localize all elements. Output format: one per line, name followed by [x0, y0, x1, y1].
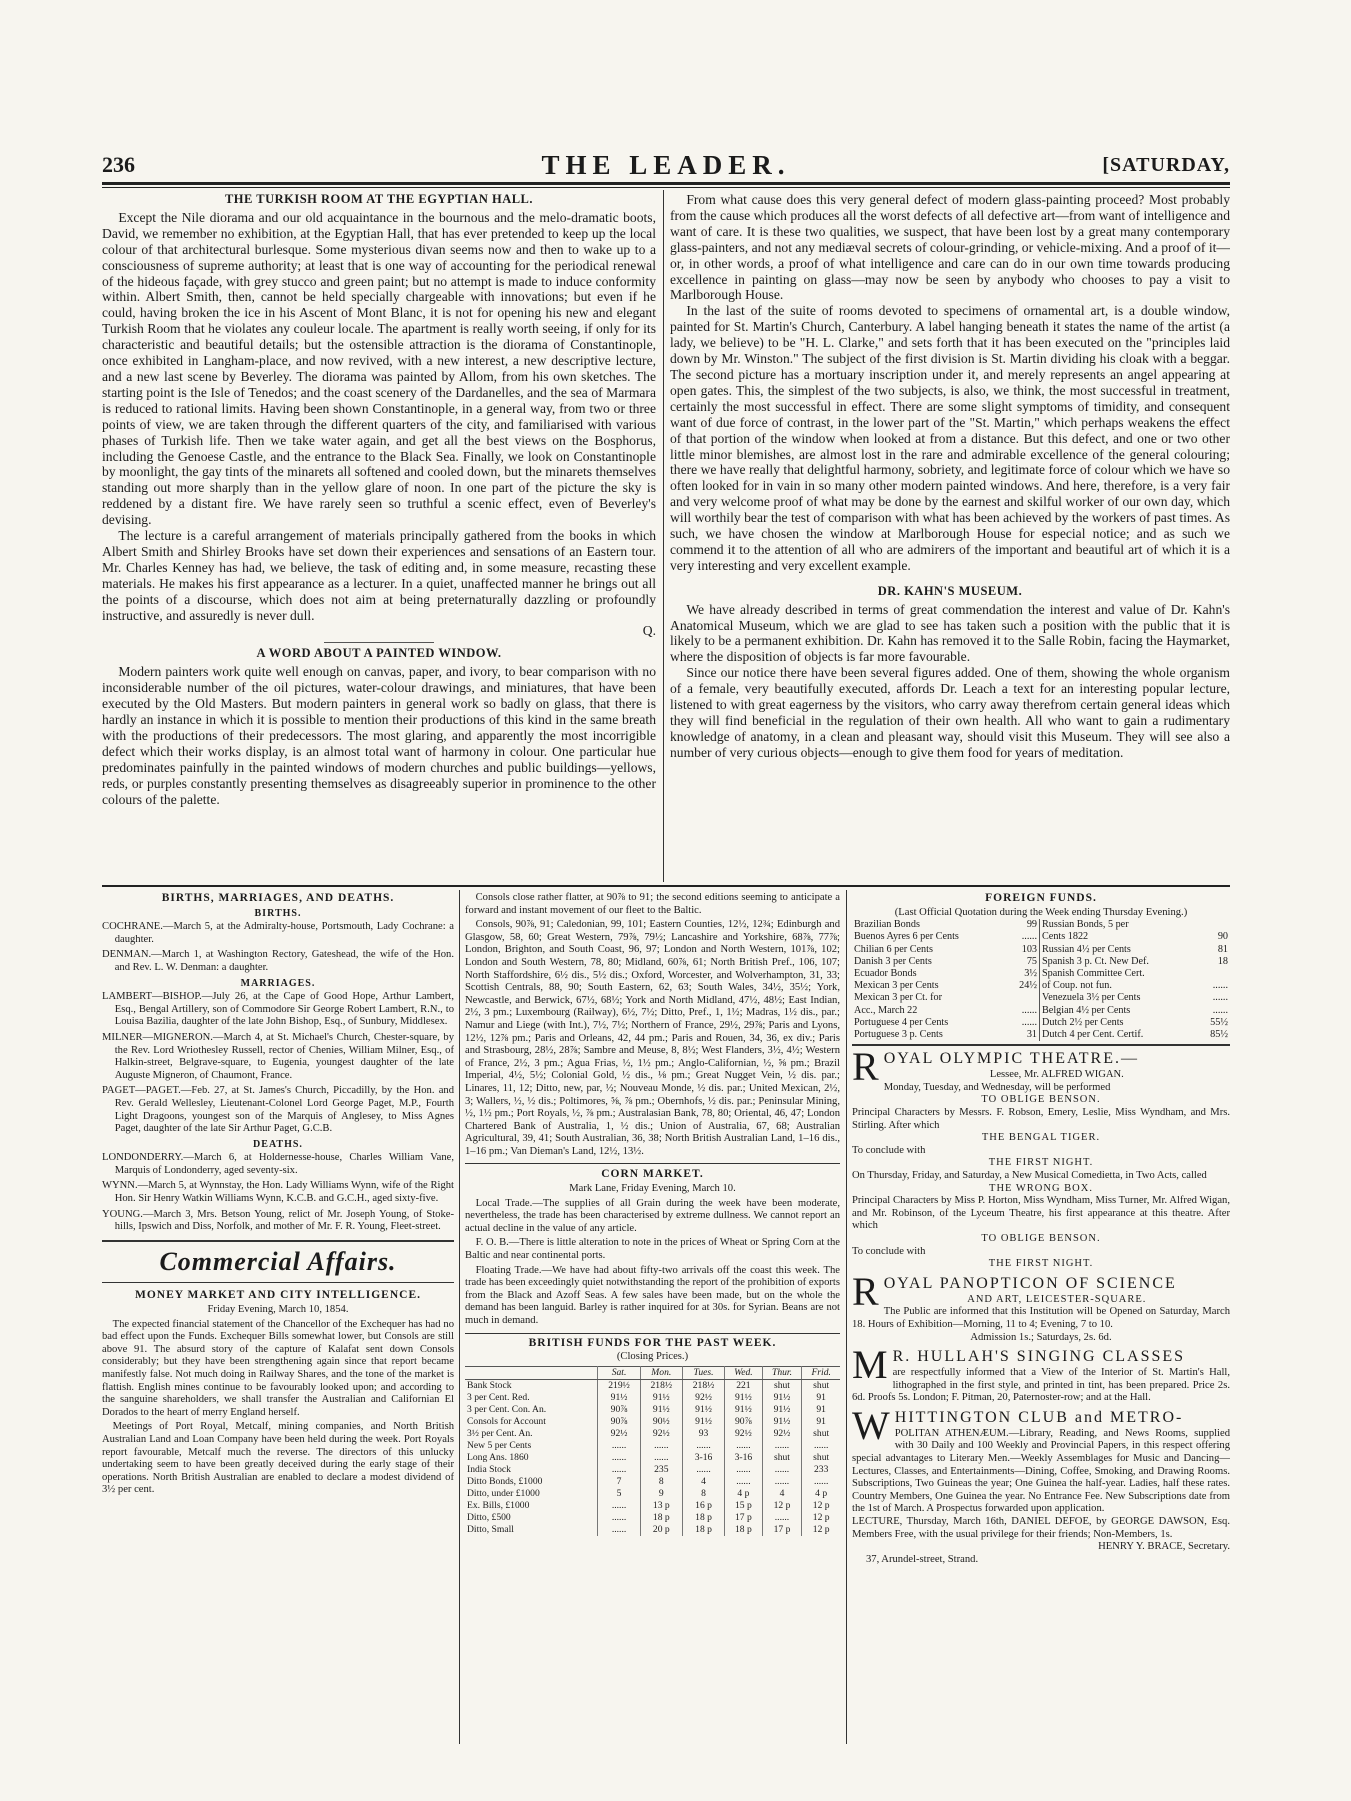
olympic-theatre-ad: ROYAL OLYMPIC THEATRE.— Lessee, Mr. ALFRED WIGAN. Monday, Tuesday, and Wednesday, will be performed TO OBLIGE BENSON. Principal Characters by Messrs. F. Robson, Emery, Leslie, Miss Wyndham, and Mrs. Stirling. After which THE BENGAL TIGER. To conclude with THE FIRST NIGHT. On Thursday, Friday, and Saturday, a New Musical Comedietta, in Two Acts, called THE WRONG BOX. Principal Characters by Miss P. Horton, Miss Wyndham, Miss Turner, Mr. Alfred Wigan, and Mr. Robinson, of the Lyceum Theatre, his first appearance at this theatre. After which TO OBLIGE BENSON. To conclude with THE FIRST NIGHT.	[852, 1044, 1230, 1270]
table-cell: Russian Bonds, 5 per	[1042, 919, 1129, 931]
table-cell: ......	[1212, 1004, 1228, 1016]
table-cell: 12 p	[812, 1511, 830, 1523]
foreign-funds-title: FOREIGN FUNDS.	[985, 892, 1097, 904]
table-cell: 99	[1008, 919, 1040, 931]
money-market-dateline: Friday Evening, March 10, 1854.	[207, 1304, 349, 1316]
marriage-notice: LAMBERT—BISHOP.—July 26, at the Cape of Good Hope, Arthur Lambert, Esq., Bengal Artillery, son of Commodore Sir George Robert Lambert, R.N., to Louisa Bazilia, daughter of the late John Bishop, Esq., of Sunbury, Middlesex.	[102, 991, 454, 1028]
table-cell: 103	[1008, 944, 1040, 956]
table-cell: ......	[1212, 980, 1228, 992]
table-cell: 5	[598, 1488, 640, 1500]
table-cell: Consols for Account	[465, 1416, 598, 1428]
table-cell: Long Ans. 1860	[465, 1452, 598, 1464]
table-cell: ......	[640, 1440, 682, 1452]
table-cell: 91½	[725, 1392, 762, 1404]
table-cell: ......	[762, 1476, 802, 1488]
table-cell: of Coup. not fun.	[1042, 980, 1112, 992]
section-divider	[102, 1282, 454, 1283]
table-cell: shut	[813, 1379, 830, 1391]
column-divider	[459, 890, 460, 1744]
table-cell: Dutch 4 per Cent. Certif.	[1042, 1029, 1144, 1041]
lower-column-2	[465, 892, 840, 1744]
table-cell: ......	[1008, 931, 1040, 943]
table-cell: Russian 4½ per Cents	[1042, 943, 1131, 955]
table-cell: Danish 3 per Cents	[854, 955, 932, 967]
table-cell: 8	[682, 1488, 724, 1500]
table-cell: 18	[1217, 955, 1228, 967]
panopticon-ad: ROYAL PANOPTICON OF SCIENCE AND ART, LEICESTER-SQUARE. The Public are informed that this Institution will be Opened on Saturday, March 18. Hours of Exhibition—Morning, 11 to 4; Evening, 7 to 10. Admission 1s.; Saturdays, 2s. 6d.	[852, 1268, 1230, 1343]
commercial-affairs-heading: Commercial Affairs.	[159, 1246, 397, 1276]
painted-window-title: A WORD ABOUT A PAINTED WINDOW.	[256, 646, 502, 661]
table-cell: 18 p	[682, 1524, 724, 1536]
table-cell: 90	[1217, 931, 1228, 943]
table-cell: shut	[762, 1379, 802, 1392]
death-notice: YOUNG.—March 3, Mrs. Betson Young, relict of Mr. Joseph Young, of Stoke-hills, Ipswich and Diss, Norfolk, and mother of Mr. F. R. Young, Fleet-street.	[102, 1208, 454, 1233]
painted-window-para-3: In the last of the suite of rooms devoted to specimens of ornamental art, is a double window, painted for St. Martin's Church, Canterbury. A label hanging beneath it states the name of the artist (a lady, we believe) to be "H. L. Clarke," and sets forth that it has been executed on the "principles laid down by Mr. Winston." The subject of the first division is St. Martin dividing his cloak with a beggar. The second picture has a mortuary inscription under it, and merely represents an angel appearing at open gates. This, the simplest of the two subjects, is also, we think, the most successful in treatment, certainly the most successful in effect. There are some slight symptoms of timidity, and consequent want of due force of contrast, in the lower part of the "St. Martin," which perhaps weakens the effect of that portion of the window when looked at from a distance. But this defect, and one or two other little minor blemishes, are almost lost in the rare and admirable excellence of the general colouring; there we have really that delightful harmony, sobriety, and legitimate force of colour which we have so often looked for in vain in so many other modern painted windows. And here, therefore, is a very fair and very welcome proof of what may be done by the earnest and skilful worker of our own day, which will worthily bear the test of comparison with what has been achieved by the workers of past times. As such, we have chosen the window at Marlborough House for especial notice; and as such we commend it to the attention of all who are admirers of the important and beautiful art of which it is a very interesting and very excellent example.	[670, 303, 1230, 573]
table-row	[465, 1512, 840, 1524]
table-cell: Portuguese 3 p. Cents	[854, 1029, 943, 1041]
table-cell: ......	[682, 1464, 724, 1476]
table-cell: 90⅞	[598, 1416, 640, 1428]
table-cell: Venezuela 3½ per Cents	[1042, 992, 1141, 1004]
table-cell: 4	[762, 1488, 802, 1500]
table-cell: Spanish Committee Cert.	[1042, 968, 1145, 979]
foreign-funds-table	[852, 919, 1230, 1041]
table-cell: 91½	[762, 1416, 802, 1428]
table-cell: ......	[640, 1452, 682, 1464]
column-header: Thur.	[762, 1366, 802, 1379]
british-funds-title: BRITISH FUNDS FOR THE PAST WEEK.	[528, 1336, 777, 1349]
table-cell: ......	[725, 1440, 762, 1452]
table-row	[465, 1428, 840, 1440]
table-cell: 91	[816, 1403, 826, 1415]
ad-line: Principal Characters by Messrs. F. Robson, Emery, Leslie, Miss Wyndham, and Mrs. Stirling. After which	[852, 1107, 1230, 1131]
british-funds-table	[465, 1366, 840, 1536]
table-cell: 218½	[640, 1379, 682, 1392]
section-divider	[465, 1163, 840, 1164]
ad-body: POLITAN ATHENÆUM.—Library, Reading, and News Rooms, supplied with 30 Daily and 100 Weekly and Provincial Papers, in this respect offering special advantages to Literary Men.—Weekly Assemblages for Music and Dancing—Lectures, Classes, and Entertainments—Dining, Coffee, Smoking, and Drawing Rooms. Subscriptions, Two Guineas the year; One Guinea the half-year. Ladies, half these rates. Country Members, One Guinea the year. No Entrance Fee. New Subscriptions date from the 1st of March. A Prospectus forwarded upon application.	[852, 1427, 1230, 1515]
turkish-room-title: THE TURKISH ROOM AT THE EGYPTIAN HALL.	[224, 192, 534, 206]
table-cell: 235	[640, 1464, 682, 1476]
table-row	[852, 919, 1230, 931]
table-cell: 91	[816, 1391, 826, 1403]
painted-window-para-1: Modern painters work quite well enough on canvas, paper, and ivory, to bear comparison with no inconsiderable number of the oil pictures, water-colour drawings, and miniatures, that have been executed by the Old Masters. But modern painters in general work so badly on glass, that there is hardly an instance in which it is possible to mention their productions of this kind in the same breath with the productions of their predecessors. The most glaring, and apparently the most incorrigible defect which their works display, is an almost total want of harmony in colour. One particular hue predominates painfully in the painted windows of modern churches and public buildings—yellows, reds, or purples constantly presenting themselves as disagreeably superior in prominence to the other colours of the palette.	[102, 664, 656, 807]
issue-day: [SATURDAY,	[1102, 154, 1230, 176]
table-cell: 90⅞	[598, 1404, 640, 1416]
ad-line: LECTURE, Thursday, March 16th, DANIEL DEFOE, by GEORGE DAWSON, Esq. Members Free, with the usual privilege for their friends; Non-Members, 1s.	[852, 1516, 1230, 1540]
table-cell: 90½	[640, 1416, 682, 1428]
table-cell: 31	[1008, 1029, 1040, 1041]
ad-line: Monday, Tuesday, and Wednesday, will be performed	[883, 1081, 1111, 1093]
table-cell: 20 p	[640, 1524, 682, 1536]
birth-notice: COCHRANE.—March 5, at the Admiralty-house, Portsmouth, Lady Cochrane: a daughter.	[102, 921, 454, 945]
corn-market-title: CORN MARKET.	[601, 1168, 704, 1181]
ad-address: 37, Arundel-street, Strand.	[866, 1553, 979, 1565]
table-row	[852, 1005, 1230, 1017]
table-cell: 3½	[1008, 968, 1040, 980]
table-cell: Ex. Bills, £1000	[465, 1500, 598, 1512]
table-cell: ......	[598, 1512, 640, 1524]
column-header: Sat.	[598, 1366, 640, 1379]
ad-line: Principal Characters by Miss P. Horton, Miss Wyndham, Miss Turner, Mr. Alfred Wigan, and Mr. Robinson, of the Lyceum Theatre, his first appearance at this theatre. After which	[852, 1195, 1230, 1232]
marriage-notice: MILNER—MIGNERON.—March 4, at St. Michael's Church, Chester-square, by the Rev. Lord Wriothesley Russell, rector of Chenies, William Milner, Esq., of Halkin-street, Belgrave-square, to Eugenia, youngest daughter of the late Auguste Migneron, of Chaumont, France.	[102, 1031, 454, 1081]
table-cell: ......	[598, 1500, 640, 1512]
table-cell: ......	[1008, 1005, 1040, 1017]
table-header-row	[465, 1366, 840, 1379]
table-cell: India Stock	[465, 1464, 598, 1476]
table-cell: ......	[762, 1440, 802, 1452]
table-cell: 233	[813, 1463, 829, 1475]
play-title: THE WRONG BOX.	[989, 1182, 1093, 1194]
section-divider	[102, 1240, 454, 1242]
table-cell: 91½	[762, 1404, 802, 1416]
table-cell: Mexican 3 per Cents	[854, 980, 939, 992]
play-title: TO OBLIGE BENSON.	[981, 1232, 1101, 1244]
table-cell: 91½	[598, 1392, 640, 1404]
table-cell: 92½	[725, 1428, 762, 1440]
table-row	[465, 1416, 840, 1428]
table-cell: Ecuador Bonds	[854, 968, 917, 979]
column-header: Mon.	[640, 1366, 682, 1379]
turkish-room-para-2: The lecture is a careful arrangement of materials principally gathered from the books in which Albert Smith and Shirley Brooks have set down their experiences and sensations of an Eastern tour. Mr. Charles Kenney has had, we believe, the task of editing and, in some measure, recasting these materials. He makes his first appearance as a lecturer. In a quiet, unaffected manner he brings out all the points of a discourse, which does not aim at being preternaturally dazzling or profoundly instructive, and assuredly is never dull.	[102, 528, 656, 623]
header-rule	[102, 182, 1230, 185]
column-header: Tues.	[682, 1366, 724, 1379]
table-cell: Cents 1822	[1042, 931, 1089, 943]
section-rule	[102, 885, 1230, 887]
turkish-room-para-1: Except the Nile diorama and our old acquaintance in the bournous and the melo-dramatic boots, David, we remember no exhibition, at the Egyptian Hall, that has ever pretended to keep up the local colour of that architectural burlesque. Some mysterious divan seems now and then to wake up to a consciousness of supreme authority; at least that is one way of accounting for the periodical renewal of the hideous façade, with grey stucco and green paint; but no attempt is made to induce conformity within. Albert Smith, then, cannot be held specially chargeable with innovations; but even if he could, having broken the ice in his Ascent of Mont Blanc, it is not for opening his new and elegant Turkish Room that he violates any couleur locale. The apartment is really worth seeing, if only for its characteristic and beautiful details; but the ostensible attraction is the diorama of Constantinople, once exhibited in Langham-place, and now revived, with a new interest, a new descriptive lecture, and a new last scene by Beverley. The diorama was painted by Allom, from his own sketches. The starting point is the Isle of Tenedos; and the coast scenery of the Dardanelles, and the sea of Marmara is reduced to rational limits. Having been shown Constantinople, in a general way, from two or three points of view, we are taken through the different quarters of the city, and familiarised with various phases of Turkish life. Then we take water again, and get all the best views on the Bosphorus, including the Genoese Castle, and the entrance to the Black Sea. Finally, we look on Constantinople by moonlight, the gay tints of the minarets all softened and cooled down, but the minarets themselves standing out more sharply than in the yellow glare of noon. In one part of the picture the sky is reddened by a distant fire. We have rarely seen so truthful a scenic effect, even of Beverley's devising.	[102, 209, 656, 528]
upper-right-column	[670, 192, 1230, 882]
ad-line: Admission 1s.; Saturdays, 2s. 6d.	[970, 1331, 1112, 1343]
share-prices: Consols, 90⅞, 91; Caledonian, 99, 101; Eastern Counties, 12½, 12¾; Edinburgh and Glasgow, 58, 60; Great Western, 79⅞, 79½; Lancashire and Yorkshire, 68⅞, 77⅞; London, Brighton, and South Coast, 96, 97; London and North Western, 101⅞, 102; London and South Western, 78, 80; Midland, 60⅞, 61; North British Pref., 106, 107; North Staffordshire, 6½ dis., 5½ dis.; Oxford, Worcester, and Wolverhampton, 31, 33; Scottish Centrals, 88, 90; South Eastern, 62, 63; South Wales, 34½, 35½; York, Newcastle, and Berwick, 67½, 68½; York and North Midland, 47½, 48½; East Indian, 2½, 3 pm.; Luxembourg (Railway), 6½, 7½; Ditto, Pref., 1, 1½; Madras, 1½ dis., par.; Namur and Liege (with Int.), 7½, 7½; Northern of France, 29½, 29⅞; Paris and Lyons, 12½, 12⅞ pm.; Paris and Orleans, 42, 44 pm.; Paris and Rouen, 34, 36, ex div.; Paris and Strasbourg, 28½, 28⅞; Sambre and Meuse, 8, 8½; West Flanders, 3½, 4½; Western of France, 2½, 3 pm.; Agua Frias, ½, 1½ pm.; Anglo-Californian, ½, ⅝ pm.; Brazil Imperial, 4½, 5½; Colonial Gold, ½ dis., ⅛ pm.; Great Nugget Vein, ½ dis. par.; Linares, 11, 12; Ditto, new, par, ½; Nouveau Monde, ½ dis. par.; United Mexican, 2½, 3; Wallers, ½, ½ dis.; Poltimores, ⅝, ⅞ pm.; Obernhofs, ½ dis. par.; Peninsular Mining, ½, 1½ pm.; Port Royals, ½, ⅞ pm.; Australasian Bank, 78, 80; Oriental, 46, 47; London Chartered Bank of Australia, 1, ½ dis.; Union of Australia, 67, 68; Australian Agricultural, 39, 41; South Australian, 36, 38; North British Australian Land, 1–16 dis., 1–16 pm.; Van Dieman's Land, 12½, 13½.	[465, 919, 840, 1157]
bmd-title: BIRTHS, MARRIAGES, AND DEATHS.	[161, 892, 395, 904]
section-divider	[852, 1044, 1230, 1046]
table-cell: Ditto, £500	[465, 1512, 598, 1524]
table-cell: 81	[1217, 943, 1228, 955]
page-number: 236	[102, 152, 135, 177]
table-cell: 4 p	[725, 1488, 762, 1500]
table-cell: 3-16	[725, 1452, 762, 1464]
kahn-museum-title: DR. KAHN'S MUSEUM.	[877, 583, 1023, 598]
lower-column-3	[852, 892, 1230, 1744]
table-row	[465, 1379, 840, 1392]
table-cell: 12 p	[812, 1499, 830, 1511]
ad-body: are respectfully informed that a View of the Interior of St. Martin's Hall, lithographed in the first style, and printed in tint, has been prepared. Price 2s. 6d. Proofs 5s. London; F. Pitman, 20, Paternoster-row; and at the Hall.	[852, 1367, 1230, 1404]
ad-subtitle: AND ART, LEICESTER-SQUARE.	[967, 1293, 1147, 1305]
table-cell: Belgian 4½ per Cents	[1042, 1004, 1131, 1016]
table-cell: 3½ per Cent. An.	[465, 1428, 598, 1440]
lower-column-1	[102, 892, 454, 1744]
kahn-museum-para-1: We have already described in terms of great commendation the interest and value of Dr. Kahn's Anatomical Museum, which we are glad to see has taken such a position with the public that it is likely to be a permanent exhibition. Dr. Kahn has removed it to the Salle Robin, facing the Haymarket, where the disposition of objects is far more favourable.	[670, 601, 1230, 665]
table-cell: Ditto, under £1000	[465, 1488, 598, 1500]
table-cell: ......	[598, 1440, 640, 1452]
whittington-title: HITTINGTON CLUB and METRO-	[894, 1408, 1184, 1426]
table-cell: Brazilian Bonds	[854, 919, 920, 931]
hullah-ad: M R. HULLAH'S SINGING CLASSES are respectfully informed that a View of the Interior of St. Martin's Hall, lithographed in the first style, and printed in tint, has been prepared. Price 2s. 6d. Proofs 5s. London; F. Pitman, 20, Paternoster-row; and at the Hall.	[852, 1342, 1230, 1404]
table-cell: ......	[762, 1512, 802, 1524]
foreign-funds-subtitle: (Last Official Quotation during the Week ending Thursday Evening.)	[894, 906, 1188, 918]
table-cell: 221	[725, 1379, 762, 1392]
section-divider	[465, 1333, 840, 1334]
table-cell: 3-16	[682, 1452, 724, 1464]
table-cell: ......	[725, 1464, 762, 1476]
page-header	[102, 152, 1230, 180]
birth-notice: DENMAN.—March 1, at Washington Rectory, Gateshead, the wife of the Hon. and Rev. L. W. Denman: a daughter.	[102, 949, 454, 973]
money-market-para-1: The expected financial statement of the Chancellor of the Exchequer has had no bad effect upon the Funds. Exchequer Bills somewhat lower, but Consols are still above 91. The absurd story of the capture of Kalafat sent down Consols considerably; but they have been strengthening again since that report became manifestly false. Not much doing in Railway Shares, and the tone of the market is flattish. English mines continue to be favourably looked upon; and according to the sanguine shareholders, we shall transfer the Australian and Californian El Dorados to the heart of merry England herself.	[102, 1318, 454, 1418]
ad-body: The Public are informed that this Institution will be Opened on Saturday, March 18. Hours of Exhibition—Morning, 11 to 4; Evening, 7 to 10.	[852, 1306, 1230, 1330]
ad-line: On Thursday, Friday, and Saturday, a New Musical Comedietta, in Two Acts, called	[852, 1169, 1207, 1181]
table-cell: 13 p	[640, 1500, 682, 1512]
header-rule-thin	[102, 187, 1230, 188]
table-cell: ......	[598, 1452, 640, 1464]
kahn-museum-para-2: Since our notice there have been several figures added. One of them, showing the whole organism of a female, very beautifully executed, affords Dr. Leach a text for an interesting popular lecture, listened to with great eagerness by the visitors, who carry away therefrom certain general ideas which they will find beneficial in the regulation of their own health. All who want to gain a rudimentary knowledge of anatomy, in a clean and pleasant way, should visit this Museum. They will see also a number of very curious objects—enough to give them food for years of meditation.	[670, 665, 1230, 760]
table-row	[852, 931, 1230, 943]
table-cell: ......	[1212, 992, 1228, 1004]
table-cell: 92½	[598, 1428, 640, 1440]
table-cell: 85½	[1210, 1029, 1228, 1041]
table-row	[852, 1017, 1230, 1029]
table-cell: 75	[1008, 956, 1040, 968]
table-row	[465, 1452, 840, 1464]
death-notice: LONDONDERRY.—March 6, at Holdernesse-house, Charles William Vane, Marquis of Londonderry, aged seventy-six.	[102, 1152, 454, 1176]
table-cell: 91½	[725, 1404, 762, 1416]
turkish-room-signature: Q.	[642, 623, 656, 639]
table-cell: ......	[1008, 1017, 1040, 1029]
table-cell: 12 p	[812, 1523, 830, 1535]
table-row	[465, 1392, 840, 1404]
play-title: THE FIRST NIGHT.	[988, 1157, 1094, 1169]
corn-market-para-3: Floating Trade.—We have had about fifty-two arrivals off the coast this week. The trade has been exceedingly quiet notwithstanding the report of the prohibition of exports from the Black and Azoff Seas. A few sales have been made, but on the whole the demand has been languid. Barley is rather inquired for at 30s. for Syrian. Beans are not much in demand.	[465, 1264, 840, 1326]
table-cell: Spanish 3 p. Ct. New Def.	[1042, 955, 1149, 967]
ad-line: To conclude with	[852, 1144, 926, 1156]
marriages-heading: MARRIAGES.	[240, 977, 316, 989]
table-cell: 9	[640, 1488, 682, 1500]
table-cell: shut	[813, 1427, 830, 1439]
table-cell: ......	[762, 1464, 802, 1476]
table-cell: 91	[816, 1415, 826, 1427]
table-row	[465, 1404, 840, 1416]
table-cell: ......	[813, 1475, 829, 1487]
table-cell: 90⅞	[725, 1416, 762, 1428]
table-cell: Ditto, Small	[465, 1524, 598, 1536]
table-row	[465, 1500, 840, 1512]
table-cell: 15 p	[725, 1500, 762, 1512]
table-cell: 18 p	[640, 1512, 682, 1524]
table-cell: 17 p	[725, 1512, 762, 1524]
table-cell: 12 p	[762, 1500, 802, 1512]
table-cell: 3 per Cent. Con. An.	[465, 1404, 598, 1416]
table-cell: Buenos Ayres 6 per Cents	[854, 931, 959, 943]
play-title: THE BENGAL TIGER.	[981, 1132, 1101, 1144]
olympic-lessee: Lessee, Mr. ALFRED WIGAN.	[989, 1069, 1124, 1081]
table-cell: ......	[598, 1464, 640, 1476]
table-cell: 18 p	[682, 1512, 724, 1524]
table-cell: 219½	[598, 1379, 640, 1392]
table-cell: 17 p	[762, 1524, 802, 1536]
table-cell: 91½	[682, 1416, 724, 1428]
corn-market-para-1: Local Trade.—The supplies of all Grain during the week have been moderate, nevertheless, the trade has been characterised by extreme dullness. We cannot report an actual decline in the value of any article.	[465, 1197, 840, 1234]
table-cell: Mexican 3 per Ct. for	[854, 992, 942, 1004]
column-divider	[663, 190, 664, 882]
table-cell: 55½	[1210, 1016, 1228, 1028]
table-cell: Bank Stock	[465, 1379, 598, 1392]
table-cell: 218½	[682, 1379, 724, 1392]
births-heading: BIRTHS.	[254, 907, 302, 919]
corn-market-dateline: Mark Lane, Friday Evening, March 10.	[569, 1183, 736, 1195]
table-cell: shut	[813, 1451, 830, 1463]
table-cell: 8	[640, 1476, 682, 1488]
panopticon-title: OYAL PANOPTICON OF SCIENCE	[883, 1274, 1177, 1292]
table-cell: ......	[813, 1439, 829, 1451]
table-cell	[1199, 919, 1230, 931]
table-cell: ......	[682, 1440, 724, 1452]
table-cell: 92½	[640, 1428, 682, 1440]
table-cell: 91½	[640, 1404, 682, 1416]
table-cell: Dutch 2½ per Cents	[1042, 1016, 1124, 1028]
table-row	[852, 956, 1230, 968]
table-cell: 4	[682, 1476, 724, 1488]
table-row	[852, 980, 1230, 992]
table-row	[465, 1488, 840, 1500]
table-row	[852, 1029, 1230, 1041]
table-row	[852, 944, 1230, 956]
table-cell: 18 p	[725, 1524, 762, 1536]
table-row	[852, 968, 1230, 980]
table-row	[465, 1464, 840, 1476]
ad-line: To conclude with	[852, 1245, 926, 1257]
table-cell: 4 p	[815, 1487, 828, 1499]
painted-window-para-2: From what cause does this very general defect of modern glass-painting proceed? Most probably from the cause which produces all the worst defects of all defective art—from want of intelligence and want of care. It is these two qualities, we suspect, that have been lost by a great many contemporary glass-painters, and not any mediæval secrets of colour-grinding, or vehicle-mixing. And a proof of it—or, in other words, a proof of what intelligence and care can do in our own time towards producing excellence in painting on glass—may now be seen by anybody who chooses to pay a visit to Marlborough House.	[670, 192, 1230, 303]
table-cell: 92½	[682, 1392, 724, 1404]
british-funds-subtitle: (Closing Prices.)	[616, 1351, 689, 1363]
table-cell: 7	[598, 1476, 640, 1488]
table-cell: 93	[682, 1428, 724, 1440]
table-cell: 3 per Cent. Red.	[465, 1392, 598, 1404]
table-cell: Portuguese 4 per Cents	[854, 1016, 949, 1028]
table-row	[465, 1476, 840, 1488]
marriage-notice: PAGET—PAGET.—Feb. 27, at St. James's Church, Piccadilly, by the Hon. and Rev. Gerald Wellesley, Lieutenant-Colonel Lord George Paget, M.P., Fourth Light Dragoons, youngest son of the Marquis of Anglesey, to Miss Agnes Paget, daughter of the late Sir Arthur Paget, G.C.B.	[102, 1085, 454, 1135]
table-cell: New 5 per Cents	[465, 1440, 598, 1452]
hullah-title: R. HULLAH'S SINGING CLASSES	[892, 1348, 1186, 1366]
column-header: Frid.	[802, 1366, 840, 1379]
masthead: THE LEADER.	[541, 150, 791, 180]
table-cell: 91½	[762, 1392, 802, 1404]
corn-market-para-2: F. O. B.—There is little alteration to note in the prices of Wheat or Spring Corn at the Baltic and near continental ports.	[465, 1237, 840, 1262]
table-cell	[1008, 992, 1040, 1004]
column-header: Wed.	[725, 1366, 762, 1379]
table-cell	[1199, 968, 1230, 980]
play-title: THE FIRST NIGHT.	[988, 1258, 1094, 1270]
table-cell: 92½	[762, 1428, 802, 1440]
column-header	[465, 1366, 598, 1379]
table-row	[465, 1440, 840, 1452]
table-cell: Ditto Bonds, £1000	[465, 1476, 598, 1488]
table-cell: Acc., March 22	[854, 1004, 918, 1016]
money-market-para-2: Meetings of Port Royal, Metcalf, mining companies, and North British Australian Land and Loan Company have been held during the week. Port Royals report favourable, Metcalf much the reverse. The directors of this unlucky undertaking seem to have been greatly deceived during the early stage of their operations. North British Australian are enabled to declare a modest dividend of 3½ per cent.	[102, 1421, 454, 1496]
table-cell: 91½	[682, 1404, 724, 1416]
column-divider	[846, 890, 847, 1744]
table-cell: 24½	[1008, 980, 1040, 992]
table-cell: ......	[725, 1476, 762, 1488]
table-cell: 16 p	[682, 1500, 724, 1512]
money-market-title: MONEY MARKET AND CITY INTELLIGENCE.	[134, 1289, 421, 1302]
table-cell: shut	[762, 1452, 802, 1464]
upper-left-column	[102, 192, 656, 882]
whittington-ad: WHITTINGTON CLUB and METRO- POLITAN ATHENÆUM.—Library, Reading, and News Rooms, supplied with 30 Daily and 100 Weekly and Provincial Papers, in this respect offering special advantages to Literary Men.—Weekly Assemblages for Music and Dancing—Lectures, Classes, and Entertainments—Dining, Coffee, Smoking, and Drawing Rooms. Subscriptions, Two Guineas the year; One Guinea the half-year. Ladies, half these rates. Country Members, One Guinea the year. No Entrance Fee. New Subscriptions date from the 1st of March. A Prospectus forwarded upon application. LECTURE, Thursday, March 16th, DANIEL DEFOE, by GEORGE DAWSON, Esq. Members Free, with the usual privilege for their friends; Non-Members, 1s. HENRY Y. BRACE, Secretary. 37, Arundel-street, Strand.	[852, 1402, 1230, 1565]
table-row	[852, 992, 1230, 1004]
table-row	[465, 1524, 840, 1536]
death-notice: WYNN.—March 5, at Wynnstay, the Hon. Lady Williams Wynn, wife of the Right Hon. Sir Henry Watkin Williams Wynn, K.C.B. and G.C.H., aged sixty-five.	[102, 1180, 454, 1205]
table-cell: ......	[598, 1524, 640, 1536]
olympic-title: OYAL OLYMPIC THEATRE.—	[883, 1050, 1139, 1068]
ad-signature: HENRY Y. BRACE, Secretary.	[1098, 1541, 1230, 1553]
article-divider	[324, 642, 434, 643]
deaths-heading: DEATHS.	[253, 1138, 303, 1150]
consols-para-1: Consols close rather flatter, at 90⅞ to 91; the second editions seeming to anticipate a forward and instant movement of our fleet to the Baltic.	[465, 892, 840, 916]
table-cell: 91½	[640, 1392, 682, 1404]
play-title: TO OBLIGE BENSON.	[981, 1094, 1101, 1106]
table-cell: Chilian 6 per Cents	[854, 943, 933, 955]
